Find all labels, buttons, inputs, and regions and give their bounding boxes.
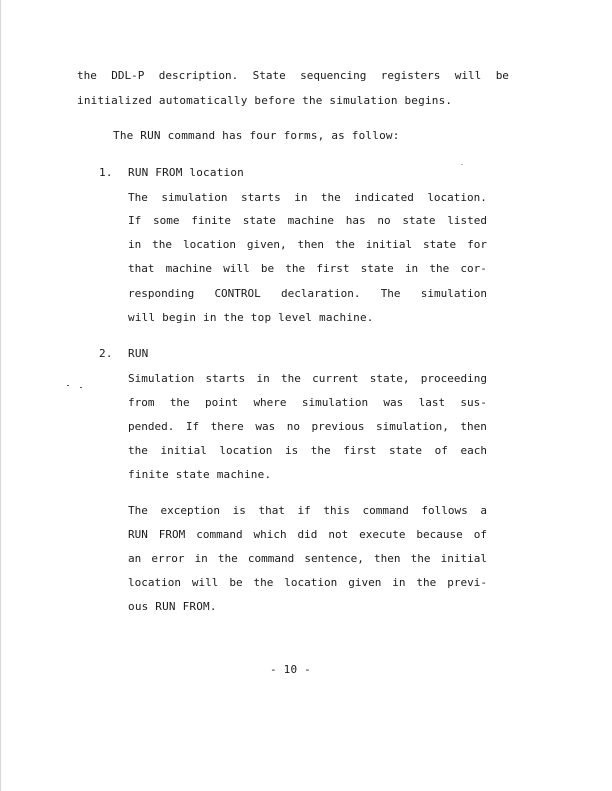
- word: not: [328, 528, 349, 541]
- word: error: [151, 552, 185, 565]
- word: the: [320, 191, 341, 204]
- word: the: [217, 552, 238, 565]
- word: sentence,: [304, 552, 364, 565]
- word: previ-: [447, 576, 487, 589]
- word: simulation: [420, 287, 487, 300]
- word: starts: [241, 191, 281, 204]
- word: point: [205, 396, 239, 409]
- word: a: [480, 504, 487, 517]
- word: if: [297, 504, 311, 517]
- word: was: [383, 396, 404, 409]
- word: the: [410, 552, 431, 565]
- page-number: - 10 -: [270, 663, 311, 676]
- word: command: [362, 504, 409, 517]
- word: state,: [369, 372, 410, 385]
- word: location: [284, 576, 338, 589]
- word: declaration.: [281, 287, 361, 300]
- word: the: [334, 238, 355, 251]
- intro-line-2: initialized automatically before the simulation begins.: [77, 94, 453, 107]
- word: be: [229, 576, 243, 589]
- word: pended.: [128, 420, 175, 433]
- word: RUN: [128, 528, 148, 541]
- word: State: [252, 69, 286, 82]
- item-1-line: [128, 287, 487, 300]
- word: simulation: [161, 191, 228, 204]
- word: the: [152, 238, 173, 251]
- scan-speck: [80, 387, 82, 388]
- word: location.: [427, 191, 487, 204]
- exception-line: [128, 504, 487, 517]
- word: given: [348, 576, 382, 589]
- word: for: [467, 238, 487, 251]
- item-2-number: 2.: [99, 347, 113, 360]
- word: some: [153, 214, 180, 227]
- word: state: [242, 214, 276, 227]
- word: The: [128, 504, 148, 517]
- item-1-line: [128, 262, 487, 275]
- word: did: [297, 528, 318, 541]
- scan-speck: [461, 164, 463, 165]
- word: in: [404, 262, 419, 275]
- word: command: [247, 552, 295, 565]
- word: is: [232, 504, 246, 517]
- word: machine: [165, 262, 213, 275]
- word: first: [316, 262, 350, 275]
- word: The: [380, 287, 401, 300]
- word: responding: [128, 287, 195, 300]
- word: the: [429, 262, 450, 275]
- word: description.: [158, 69, 239, 82]
- word: will: [223, 262, 250, 275]
- intro-line-1: [77, 69, 509, 82]
- word: initial: [365, 238, 413, 251]
- word: previous: [311, 420, 365, 433]
- run-intro: The RUN command has four forms, as follow:: [113, 129, 400, 142]
- word: starts: [205, 372, 246, 385]
- word: the: [310, 444, 331, 457]
- word: where: [253, 396, 287, 409]
- item-2-line: [128, 372, 487, 385]
- word: that: [128, 262, 155, 275]
- word: FROM: [158, 528, 186, 541]
- word: that: [258, 504, 285, 517]
- item-2-last-line: finite state machine.: [128, 468, 272, 481]
- word: the: [253, 576, 274, 589]
- word: The: [128, 191, 148, 204]
- word: in: [128, 238, 142, 251]
- word: finite: [191, 214, 231, 227]
- word: of: [434, 444, 448, 457]
- word: follows: [421, 504, 468, 517]
- exception-last-line: ous RUN FROM.: [128, 600, 217, 613]
- word: state: [388, 444, 423, 457]
- word: location: [128, 576, 181, 589]
- word: because: [416, 528, 463, 541]
- word: Simulation: [128, 372, 195, 385]
- word: last: [418, 396, 446, 409]
- word: in: [194, 552, 208, 565]
- word: indicated: [354, 191, 414, 204]
- item-1-line: [128, 191, 487, 204]
- word: from: [128, 396, 155, 409]
- scan-edge: [0, 0, 1, 791]
- word: sus-: [460, 396, 487, 409]
- word: DDL-P: [111, 69, 145, 82]
- item-2-line: [128, 420, 487, 433]
- word: then: [460, 420, 487, 433]
- word: then: [297, 238, 325, 251]
- word: the: [128, 444, 148, 457]
- word: CONTROL: [214, 287, 261, 300]
- word: in: [294, 191, 308, 204]
- word: exception: [160, 504, 221, 517]
- word: was: [255, 420, 276, 433]
- exception-line: [128, 528, 487, 541]
- word: sequencing: [300, 69, 367, 82]
- word: each: [460, 444, 487, 457]
- word: this: [323, 504, 350, 517]
- scan-speck: [67, 385, 69, 386]
- item-1-number: 1.: [99, 166, 113, 179]
- word: given,: [246, 238, 287, 251]
- word: there: [210, 420, 244, 433]
- word: no: [286, 420, 300, 433]
- word: in: [256, 372, 270, 385]
- word: simulation: [301, 396, 369, 409]
- word: will: [191, 576, 219, 589]
- word: machine: [287, 214, 334, 227]
- word: initial: [440, 552, 487, 565]
- word: is: [284, 444, 299, 457]
- word: has: [345, 214, 366, 227]
- word: be: [495, 69, 509, 82]
- item-1-line: [128, 238, 487, 251]
- item-2-heading: RUN: [128, 347, 149, 360]
- word: the: [280, 372, 301, 385]
- word: the: [169, 396, 190, 409]
- word: registers: [380, 69, 441, 82]
- item-2-line: [128, 444, 487, 457]
- exception-line: [128, 552, 487, 565]
- word: no: [377, 214, 391, 227]
- word: of: [473, 528, 487, 541]
- word: execute: [359, 528, 406, 541]
- word: state: [360, 262, 394, 275]
- item-1-heading: RUN FROM location: [128, 166, 244, 179]
- word: If: [185, 420, 200, 433]
- word: then: [374, 552, 401, 565]
- word: location: [219, 444, 273, 457]
- word: location: [182, 238, 236, 251]
- exception-line: [128, 576, 487, 589]
- item-1-last-line: will begin in the top level machine.: [128, 311, 374, 324]
- word: the: [77, 69, 97, 82]
- word: If: [128, 214, 142, 227]
- word: proceeding: [420, 372, 487, 385]
- word: listed: [447, 214, 487, 227]
- word: the: [416, 576, 437, 589]
- word: the: [285, 262, 306, 275]
- word: state: [423, 238, 457, 251]
- word: be: [260, 262, 275, 275]
- word: in: [392, 576, 406, 589]
- word: which: [253, 528, 287, 541]
- item-1-line: [128, 214, 487, 227]
- word: simulation,: [376, 420, 449, 433]
- word: an: [128, 552, 142, 565]
- word: initial: [160, 444, 207, 457]
- word: cor-: [460, 262, 487, 275]
- word: state: [402, 214, 436, 227]
- word: current: [312, 372, 359, 385]
- item-2-line: [128, 396, 487, 409]
- word: first: [343, 444, 377, 457]
- word: command: [196, 528, 243, 541]
- word: will: [454, 69, 482, 82]
